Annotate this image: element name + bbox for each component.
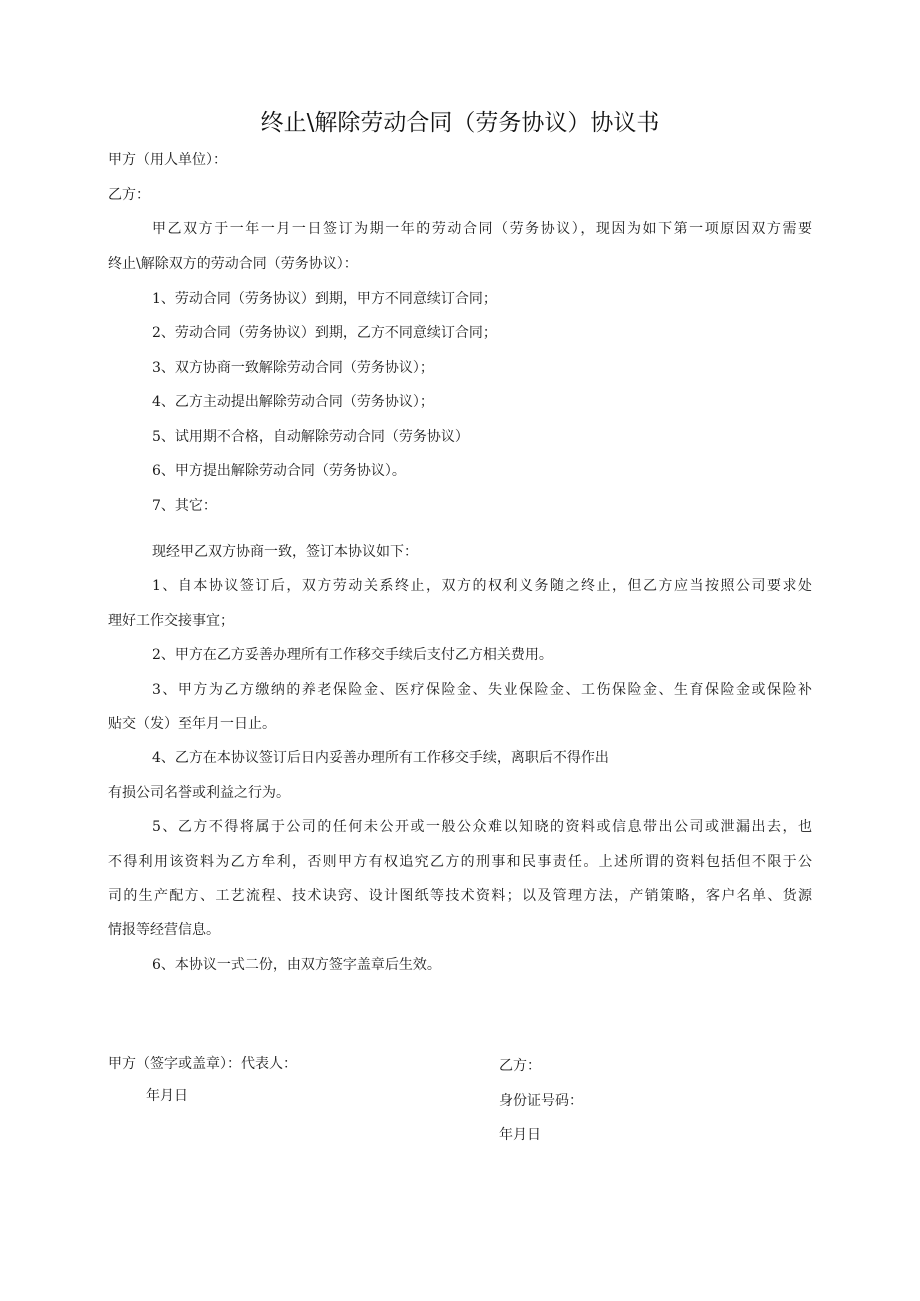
term-1-line-2: 理好工作交接事宜； (108, 613, 234, 629)
term-1-line-1: 1、自本协议签订后，双方劳动关系终止，双方的权利义务随之终止，但乙方应当按照公司要求处 (152, 578, 812, 594)
signature-party-a-date: 年月日 (146, 1088, 188, 1104)
signature-party-b-id: 身份证号码： (499, 1093, 583, 1109)
reason-item: 4、乙方主动提出解除劳动合同（劳务协议）； (152, 394, 434, 410)
intro-line-1: 甲乙双方于一年一月一日签订为期一年的劳动合同（劳务协议），现因为如下第一项原因双方需要 (152, 221, 812, 237)
reason-item: 5、试用期不合格，自动解除劳动合同（劳务协议） (152, 429, 469, 445)
agreement-intro: 现经甲乙双方协商一致，签订本协议如下： (152, 544, 418, 560)
term-5-line-3: 司的生产配方、工艺流程、技术诀窍、设计图纸等技术资料；以及管理方法，产销策略，客户名单、货源 (108, 888, 812, 904)
party-b-label: 乙方： (108, 187, 150, 203)
reason-item: 7、其它： (152, 498, 217, 514)
term-4-line-2: 有损公司名誉或利益之行为。 (108, 785, 290, 801)
reason-item: 6、甲方提出解除劳动合同（劳务协议）。 (152, 463, 406, 479)
reason-item: 2、劳动合同（劳务协议）到期，乙方不同意续订合同； (152, 325, 497, 341)
reason-item: 1、劳动合同（劳务协议）到期，甲方不同意续订合同； (152, 291, 497, 307)
signature-party-b: 乙方： (499, 1058, 541, 1074)
signature-party-b-date: 年月日 (499, 1127, 541, 1143)
term-3-line-2: 贴交（发）至年月一日止。 (108, 716, 276, 732)
signature-party-a: 甲方（签字或盖章）：代表人： (108, 1056, 297, 1072)
document-title: 终止\解除劳动合同（劳务协议）协议书 (260, 110, 660, 136)
party-a-label: 甲方（用人单位）： (108, 152, 227, 168)
term-3-line-1: 3、甲方为乙方缴纳的养老保险金、医疗保险金、失业保险金、工伤保险金、生育保险金或保险补 (152, 682, 812, 698)
term-5-line-4: 情报等经营信息。 (108, 922, 220, 938)
term-5-line-2: 不得利用该资料为乙方牟利，否则甲方有权追究乙方的刑事和民事责任。上述所谓的资料包括但不限于公 (108, 854, 812, 870)
term-5-line-1: 5、乙方不得将属于公司的任何未公开或一般公众难以知晓的资料或信息带出公司或泄漏出去，也 (152, 819, 812, 835)
term-6: 6、本协议一式二份，由双方签字盖章后生效。 (152, 957, 441, 973)
term-2: 2、甲方在乙方妥善办理所有工作移交手续后支付乙方相关费用。 (152, 647, 553, 663)
term-4-line-1: 4、乙方在本协议签订后日内妥善办理所有工作移交手续，离职后不得作出 (152, 750, 609, 766)
intro-line-2: 终止\解除双方的劳动合同（劳务协议）： (108, 256, 358, 272)
reason-item: 3、双方协商一致解除劳动合同（劳务协议）； (152, 360, 434, 376)
